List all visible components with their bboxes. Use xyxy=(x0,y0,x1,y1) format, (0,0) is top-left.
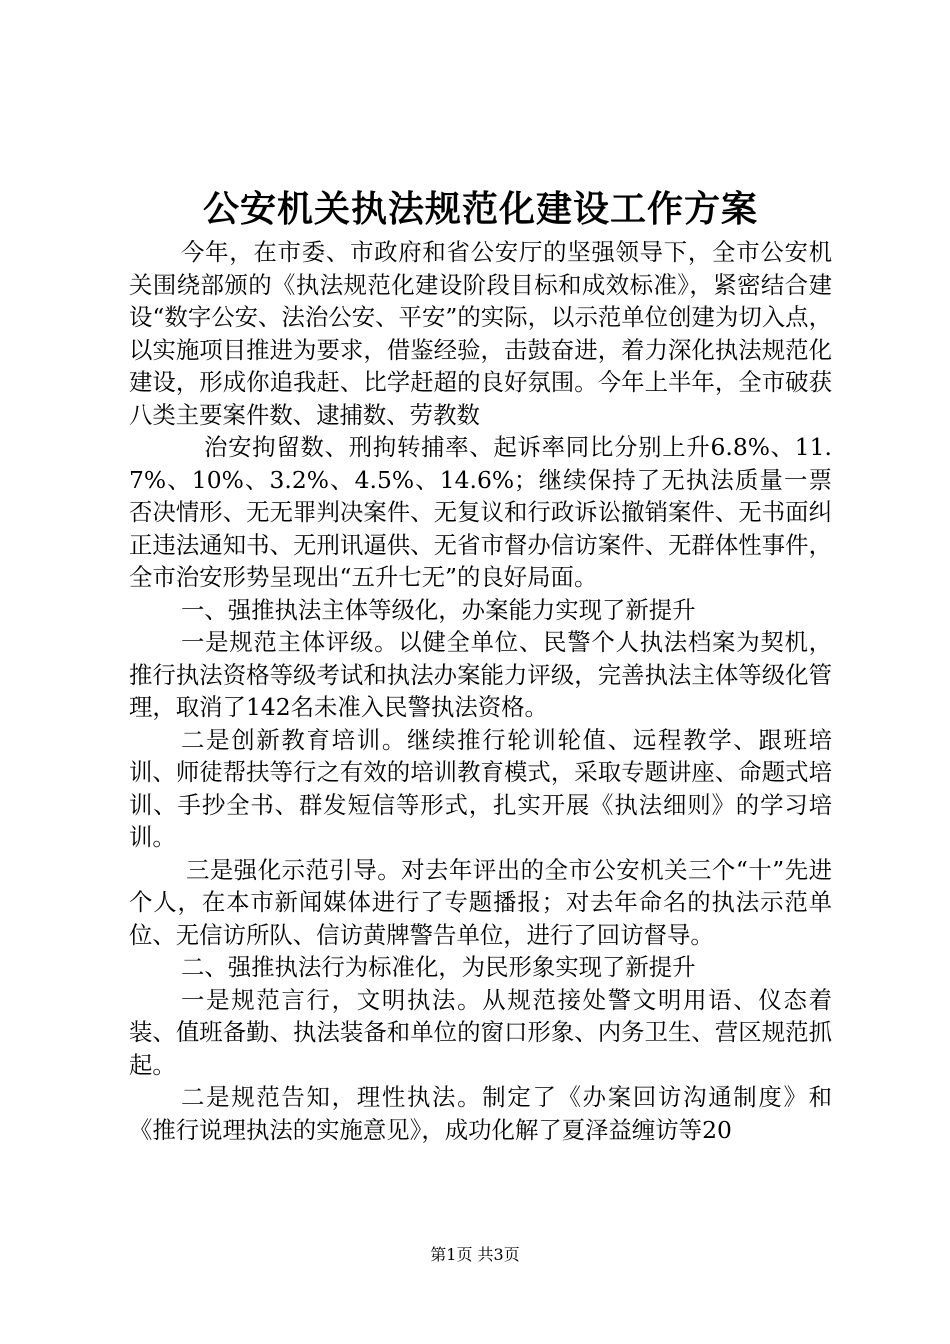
document-title: 公安机关执法规范化建设工作方案 xyxy=(202,188,758,230)
page-footer: 第1页 共3页 xyxy=(430,1245,520,1264)
paragraph-item-1-3: 三是强化示范引导。对去年评出的全市公安机关三个“十”先进个人，在本市新闻媒体进行了专题播报；对去年命名的执法示范单位、无信访所队、信访黄牌警告单位，进行了回访督导。 xyxy=(129,855,832,949)
paragraph-item-2-2: 二是规范告知，理性执法。制定了《办案回访沟通制度》和《推行说理执法的实施意见》，成功化解了夏泽益缠访等20 xyxy=(129,1083,832,1144)
document-body xyxy=(129,182,832,1146)
paragraph-item-1-1: 一是规范主体评级。以健全单位、民警个人执法档案为契机，推行执法资格等级考试和执法办案能力评级，完善执法主体等级化管理，取消了142名未准入民警执法资格。 xyxy=(129,628,832,721)
paragraph-statistics: 治安拘留数、刑拘转捕率、起诉率同比分别上升6.8%、11.7%、10%、3.2%、4.5%、14.6%；继续保持了无执法质量一票否决情形、无无罪判决案件、无复议和行政诉讼撤销案件、无书面纠正违法通知书、无刑讯逼供、无省市督办信访案件、无群体性事件，全市治安形势呈现出“五升七无”的良好局面。 xyxy=(129,433,832,591)
paragraph-item-2-1: 一是规范言行，文明执法。从规范接处警文明用语、仪态着装、值班备勤、执法装备和单位的窗口形象、内务卫生、营区规范抓起。 xyxy=(129,985,832,1079)
section-heading-1: 一、强推执法主体等级化，办案能力实现了新提升 xyxy=(181,595,696,624)
paragraph-item-1-2: 二是创新教育培训。继续推行轮训轮值、远程教学、跟班培训、师徒帮扶等行之有效的培训教育模式，采取专题讲座、命题式培训、手抄全书、群发短信等形式，扎实开展《执法细则》的学习培训。 xyxy=(129,725,832,851)
paragraph-intro: 今年，在市委、市政府和省公安厅的坚强领导下，全市公安机关围绕部颁的《执法规范化建设阶段目标和成效标准》，紧密结合建设“数字公安、法治公安、平安”的实际，以示范单位创建为切入点，以实施项目推进为要求，借鉴经验，击鼓奋进，着力深化执法规范化建设，形成你追我赶、比学赶超的良好氛围。今年上半年，全市破获八类主要案件数、逮捕数、劳教数 xyxy=(129,238,832,429)
section-heading-2: 二、强推执法行为标准化，为民形象实现了新提升 xyxy=(181,953,696,981)
